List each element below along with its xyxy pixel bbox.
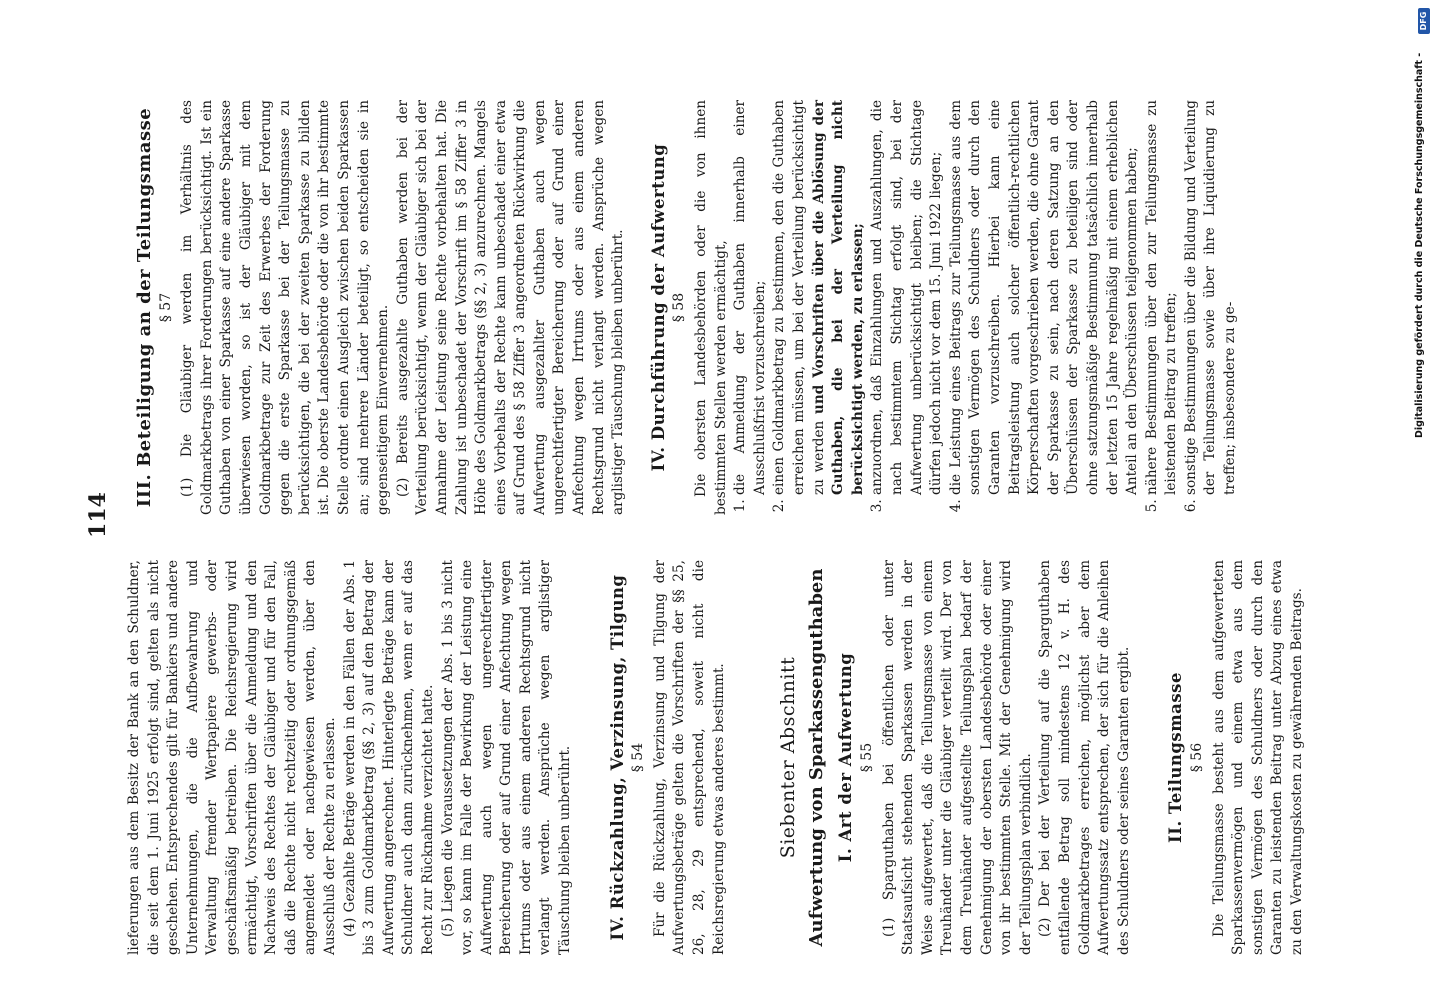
list-item: 5. nähere Bestimmungen über den zur Teilungsmasse zu leistenden Beitrag zu treffen; (1143, 100, 1182, 495)
chapter-heading: Siebenter Abschnitt (777, 656, 800, 859)
dfg-logo-text: DFG (1419, 11, 1428, 31)
chapter-subheading: Aufwertung von Sparkassenguthaben (805, 568, 827, 947)
page-number: 114 (85, 492, 111, 538)
section-heading-i-art: I. Art der Aufwertung (836, 652, 856, 863)
section-heading-ii-teilungsmasse: II. Teilungsmasse (1166, 672, 1186, 843)
paragraph-53-4: (4) Gezahlte Beträge werden in den Fällen der Abs. 1 bis 3 zum Goldmarkbetrag (§§ 2, 3) auf den Betrag der Aufwertung angerechnet. Hinterlegte Beträge kann der Schuldner auch dann zurücknehmen, wenn er auf das Recht zur Rücknahme verzichtet hatte. (341, 560, 436, 955)
paragraph-57-2: (2) Bereits ausgezahlte Guthaben werden bei der Verteilung berücksichtigt, wenn der Gläubiger sich bei der Annahme der Leistung seine Rechte vorbehalten hat. Die Zahlung ist unbeschadet der Vorschrift im § 58 Ziffer 3 in Höhe des Goldmarkbetrags (§§ 2, 3) anzurechnen. Mangels eines Vorbehalts der Rechte kann unbeschadet einer etwa auf Grund des § 58 Ziffer 3 angeordneten Rückwirkung die Aufwertung ausgezahlter Guthaben auch wegen ungerechtfertigter Bereicherung oder auf Grund einer Anfechtung wegen Irrtums oder aus einem anderen Rechtsgrund nicht verlangt werden. Ansprüche wegen arglistiger Täuschung bleiben unberührt. (394, 100, 627, 515)
paragraph-number-55: § 55 (859, 742, 875, 773)
dfg-logo (1418, 8, 1430, 34)
document-page (85, 95, 1315, 955)
list-item: 4. die Leistung eines Beitrags zur Teilungsmasse aus dem sonstigen Vermögen des Schuldners oder durch den Garanten vorzuschreiben. Hierbei kann eine Beitragsleistung auch solcher öffentlich-rechtlichen Körperschaften vorgeschrieben werden, die ohne Garant der Sparkasse zu sein, nach deren Satzung an den Überschüssen der Sparkasse zu beteiligen sind oder ohne satzungsmäßige Bestimmung tatsächlich innerhalb der letzten 15 Jahre regelmäßig mit einem erheblichen Anteil an den Überschüssen teilgenommen haben; (947, 100, 1143, 495)
paragraph-55-2: (2) Der bei der Verteilung auf die Sparguthaben entfallende Betrag soll mindestens 12 v. H. des Goldmarkbetrages erreichen, möglichst aber dem Aufwertungssatz entsprechen, der sich für die Anleihen des Schuldners oder seines Garanten ergibt. (1037, 560, 1132, 955)
paragraph-55-1: (1) Sparguthaben bei öffentlichen oder unter Staatsaufsicht stehenden Sparkassen werden in der Weise aufgewertet, daß die Teilungsmasse von einem Treuhänder unter die Gläubiger verteilt wird. Der von dem Treuhänder aufgestellte Teilungsplan bedarf der Genehmigung der obersten Landesbehörde oder einer von ihr bestimmten Stelle. Mit der Genehmigung wird der Teilungsplan verbindlich. (880, 560, 1034, 955)
left-column (125, 560, 1307, 955)
paragraph-54: Für die Rückzahlung, Verzinsung und Tilgung der Aufwertungsbeträge gelten die Vorschriften der §§ 25, 26, 28, 29 entsprechend, soweit nicht die Reichsregierung etwas anderes bestimmt. (651, 560, 727, 955)
list-item: 6. sonstige Bestimmungen über die Bildung und Verteilung der Teilungsmasse sowie über ihre Liquidierung zu treffen; insbesondere zu ge- (1182, 100, 1241, 495)
section-heading-iv-durchfuehrung: IV. Durchführung der Aufwertung (648, 143, 668, 472)
paragraph-58-intro: Die obersten Landesbehörden oder die von ihnen bestimmten Stellen werden ermächtigt, (693, 100, 729, 515)
list-item: 1. die Anmeldung der Guthaben innerhalb einer Ausschlußfrist vorzuschreiben; (731, 100, 770, 495)
digitization-note (1411, 8, 1429, 438)
paragraph-continued: lieferungen aus dem Besitz der Bank an den Schuldner, die seit dem 1. Juni 1925 erfolgt sind, gelten als nicht geschehen. Entsprechendes gilt für Bankiers und andere Unternehmungen, die die Aufbewahrung und Verwaltung fremder Wertpapiere gewerbs- oder geschäftsmäßig betreiben. Die Reichsregierung wird ermächtigt, Vorschriften über die Anmeldung und den Nachweis des Rechtes der Gläubiger und für den Fall, daß die Rechte nicht rechtzeitig oder ordnungsgemäß angemeldet oder nachgewiesen werden, über den Ausschluß der Rechte zu erlassen. (126, 560, 338, 955)
digitization-note-text: Digitalisierung gefördert durch die Deutsche Forschungsgemeinschaft - (1414, 52, 1425, 438)
list-item-text: einen Goldmarkbetrag zu bestimmen, den die Guthaben erreichen müssen, um bei der Verteilung berücksichtigt zu werden (771, 100, 827, 495)
paragraph-number-54: § 54 (630, 742, 647, 773)
paragraph-57-1: (1) Die Gläubiger werden im Verhältnis des Goldmarkbetrags ihrer Forderungen berücksichtigt. Ist ein Guthaben von einer Sparkasse auf eine andere Sparkasse überwiesen worden, so ist der Gläubiger mit dem Goldmarkbetrage zur Zeit des Erwerbes der Forderung gegen die erste Sparkasse bei der Teilungsmasse zu berücksichtigen, die bei der zweiten Sparkasse zu bilden ist. Die oberste Landesbehörde oder die von ihr bestimmte Stelle ordnet einen Ausgleich zwischen beiden Sparkassen an; sind mehrere Länder beteiligt, so entscheiden sie in gegenseitigem Einvernehmen. (179, 100, 392, 515)
paragraph-number-57: § 57 (157, 292, 174, 323)
paragraph-number-56: § 56 (1188, 742, 1205, 773)
right-column (125, 100, 1241, 515)
list-item: 3. anzuordnen, daß Einzahlungen und Auszahlungen, die nach bestimmtem Stichtag erfolgt sind, bei der Aufwertung unberücksichtigt bleiben; die Stichtage dürfen jedoch nicht vor dem 15. Juni 1922 liegen; (868, 100, 946, 495)
paragraph-58-list (731, 100, 1240, 515)
section-heading-iii-beteiligung: III. Beteiligung an der Teilungsmasse (134, 107, 155, 508)
paragraph-number-58: § 58 (671, 292, 688, 323)
paragraph-53-5: (5) Liegen die Voraussetzungen der Abs. 1 bis 3 nicht vor, so kann im Falle der Bewirkung der Leistung eine Aufwertung auch wegen ungerechtfertigter Bereicherung oder auf Grund einer Anfechtung wegen Irrtums oder aus einem anderen Rechtsgrund nicht verlangt werden. Ansprüche wegen arglistiger Täuschung bleiben unberührt. (439, 560, 574, 955)
list-item (770, 100, 868, 495)
list-item-emphasis: und Vorschriften über die Ablösung der Guthaben, die bei der Verteilung nicht berücksichtigt werden, zu erlassen; (810, 100, 866, 495)
paragraph-56: Die Teilungsmasse besteht aus dem aufgewerteten Sparkassenvermögen und einem etwa aus dem sonstigen Vermögen des Schuldners oder durch den Garanten zu leistenden Beitrag unter Abzug eines etwa zu den Verwaltungskosten zu gewährenden Beitrags. (1210, 560, 1305, 955)
section-heading-iv-rueckzahlung: IV. Rückzahlung, Verzinsung, Tilgung (607, 574, 627, 941)
